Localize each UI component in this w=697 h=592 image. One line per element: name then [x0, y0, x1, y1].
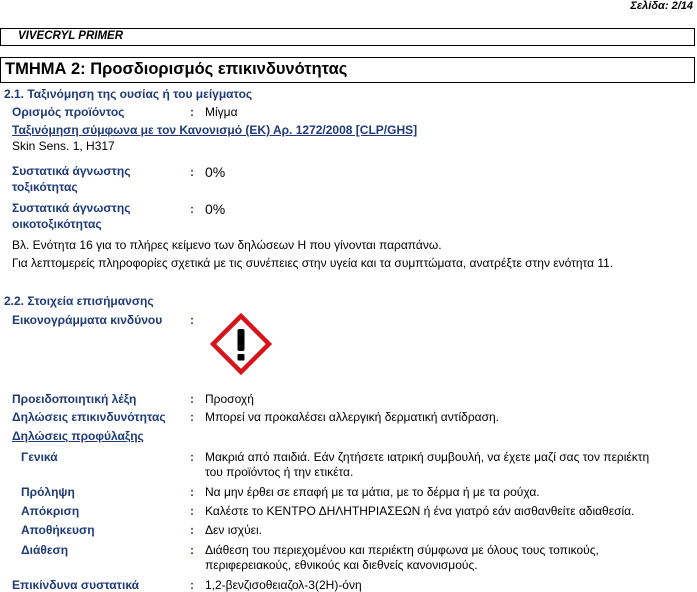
signal-word-value: Προσοχή: [205, 392, 254, 406]
colon: :: [190, 523, 194, 537]
colon: :: [190, 410, 194, 424]
pictograms-label: Εικονογράμματα κινδύνου: [12, 313, 163, 327]
prevention-label: Πρόληψη: [21, 485, 75, 499]
hazardous-components-label: Επικίνδυνα συστατικά: [12, 578, 140, 592]
storage-label: Αποθήκευση: [21, 523, 95, 537]
general-value-line1: Μακριά από παιδιά. Εάν ζητήσετε ιατρική συμβουλή, να έχετε μαζί σας τον περιέκτη: [205, 450, 650, 464]
unknown-toxicity-value: 0%: [205, 164, 226, 180]
colon: :: [190, 578, 194, 592]
response-value: Καλέστε το ΚΕΝΤΡΟ ΔΗΛΗΤΗΡΙΑΣΕΩΝ ή ένα γιατρό εάν αισθανθείτε αδιαθεσία.: [205, 504, 635, 518]
product-name-bar: [0, 28, 695, 46]
signal-word-label: Προειδοποιητική λέξη: [12, 392, 137, 406]
unknown-ecotoxicity-label-line2: οικοτοξικότητας: [12, 217, 102, 231]
colon: :: [190, 504, 194, 518]
note-section-16: Βλ. Ενότητα 16 για το πλήρες κείμενο των δηλώσεων Η που γίνονται παραπάνω.: [12, 238, 442, 252]
unknown-ecotoxicity-value: 0%: [205, 201, 226, 217]
colon: :: [190, 105, 194, 119]
response-label: Απόκριση: [21, 504, 80, 518]
unknown-ecotoxicity-label-line1: Συστατικά άγνωστης: [12, 201, 131, 215]
section-title-bar: [0, 57, 695, 83]
disposal-value-line1: Διάθεση του περιεχομένου και περιέκτη σύμφωνα με όλους τους τοπικούς,: [205, 543, 599, 557]
note-section-11: Για λεπτομερείς πληροφορίες σχετικά με τις συνέπειες στην υγεία και τα συμπτώματα, ανατρέξτε στην ενότητα 11.: [12, 256, 614, 270]
section-title: ΤΜΗΜΑ 2: Προσδιορισμός επικινδυνότητας: [5, 60, 348, 78]
hazard-statements-label: Δηλώσεις επικινδυνότητας: [12, 410, 166, 424]
product-definition-value: Μίγμα: [205, 105, 238, 119]
product-definition-label: Ορισμός προϊόντος: [12, 105, 125, 119]
colon: :: [190, 313, 194, 327]
disposal-label: Διάθεση: [21, 543, 69, 557]
prevention-value: Να μην έρθει σε επαφή με τα μάτια, με το δέρμα ή με τα ρούχα.: [205, 485, 540, 499]
page-number: Σελίδα: 2/14: [630, 0, 693, 12]
ghs07-exclamation-icon: [210, 313, 272, 375]
hazard-statements-value: Μπορεί να προκαλέσει αλλεργική δερματική αντίδραση.: [205, 410, 500, 424]
hazardous-components-value: 1,2-βενζισοθειαζολ-3(2H)-όνη: [205, 578, 362, 592]
subsection-2-2-heading: 2.2. Στοιχεία επισήμανσης: [4, 294, 154, 308]
unknown-toxicity-label-line2: τοξικότητας: [12, 180, 78, 194]
general-label: Γενικά: [21, 450, 58, 464]
colon: :: [190, 485, 194, 499]
colon: :: [190, 202, 194, 216]
product-name: VIVECRYL PRIMER: [18, 30, 124, 42]
unknown-toxicity-label-line1: Συστατικά άγνωστης: [12, 164, 131, 178]
disposal-value-line2: περιφερειακούς, εθνικούς και διεθνείς κανονισμούς.: [205, 558, 478, 572]
general-value-line2: του προϊόντος ή την ετικέτα.: [205, 465, 354, 479]
subsection-2-1-heading: 2.1. Ταξινόμηση της ουσίας ή του μείγματος: [4, 87, 253, 101]
colon: :: [190, 165, 194, 179]
classification-value: Skin Sens. 1, H317: [12, 139, 115, 153]
storage-value: Δεν ισχύει.: [205, 523, 262, 537]
colon: :: [190, 543, 194, 557]
precautionary-statements-link[interactable]: Δηλώσεις προφύλαξης: [12, 429, 144, 443]
colon: :: [190, 392, 194, 406]
clp-classification-link[interactable]: Ταξινόμηση σύμφωνα με τον Κανονισμό (ΕΚ) Αρ. 1272/2008 [CLP/GHS]: [12, 123, 418, 137]
colon: :: [190, 450, 194, 464]
